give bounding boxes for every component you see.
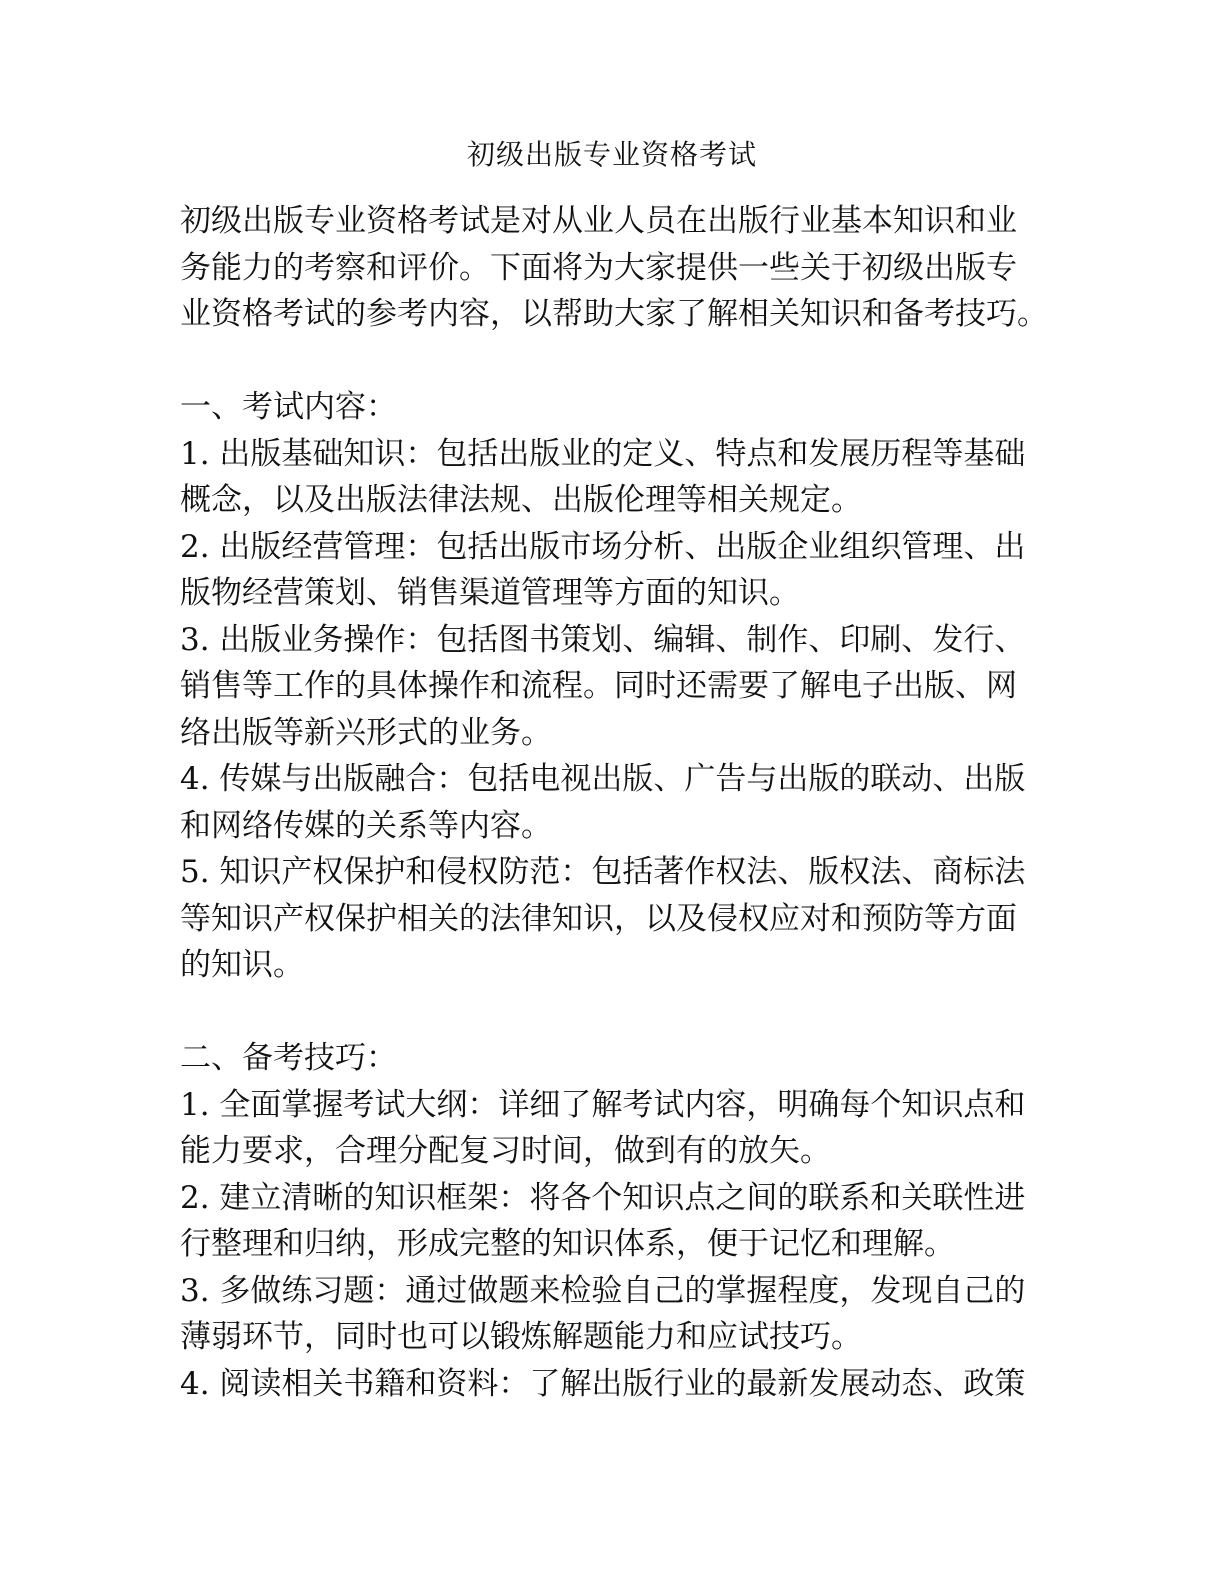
blank-line [180, 989, 1048, 1036]
exam-item-5-line-2: 等知识产权保护相关的法律知识，以及侵权应对和预防等方面 [180, 900, 1017, 937]
tip-item-2-line-1: 2. 建立清晰的知识框架：将各个知识点之间的联系和关联性进 [180, 1179, 1026, 1216]
section-heading-study-tips: 二、备考技巧： [180, 1040, 397, 1076]
tip-item-1-line-2: 能力要求，合理分配复习时间，做到有的放矢。 [180, 1133, 831, 1169]
tip-item-3-line-1: 3. 多做练习题：通过做题来检验自己的掌握程度，发现自己的 [180, 1272, 1026, 1309]
exam-item-5-line-3: 的知识。 [180, 947, 304, 983]
tip-item-3-line-2: 薄弱环节，同时也可以锻炼解题能力和应试技巧。 [180, 1319, 862, 1355]
tip-item-1-line-1: 1. 全面掌握考试大纲：详细了解考试内容，明确每个知识点和 [180, 1086, 1026, 1123]
exam-item-1-line-1: 1. 出版基础知识：包括出版业的定义、特点和发展历程等基础 [180, 435, 1026, 472]
exam-item-3-line-1: 3. 出版业务操作：包括图书策划、编辑、制作、印刷、发行、 [180, 621, 1026, 658]
exam-item-4-line-1: 4. 传媒与出版融合：包括电视出版、广告与出版的联动、出版 [180, 761, 1026, 797]
exam-item-2-line-2: 版物经营策划、销售渠道管理等方面的知识。 [180, 575, 800, 611]
exam-item-3-line-2: 销售等工作的具体操作和流程。同时还需要了解电子出版、网 [180, 668, 1017, 704]
intro-line-2: 务能力的考察和评价。下面将为大家提供一些关于初级出版专 [180, 249, 1017, 286]
exam-item-5-line-1: 5. 知识产权保护和侵权防范：包括著作权法、版权法、商标法 [180, 854, 1026, 890]
tip-item-4-line-1: 4. 阅读相关书籍和资料：了解出版行业的最新发展动态、政策 [180, 1365, 1026, 1402]
blank-line [180, 338, 1048, 385]
intro-line-3: 业资格考试的参考内容，以帮助大家了解相关知识和备考技巧。 [180, 296, 1048, 332]
tip-item-2-line-2: 行整理和归纳，形成完整的知识体系，便于记忆和理解。 [180, 1226, 955, 1262]
intro-line-1: 初级出版专业资格考试是对从业人员在出版行业基本知识和业 [180, 203, 1017, 239]
document-body [180, 198, 1048, 1407]
section-heading-exam-content: 一、考试内容： [180, 389, 397, 425]
exam-item-3-line-3: 络出版等新兴形式的业务。 [180, 714, 552, 751]
exam-item-1-line-2: 概念，以及出版法律法规、出版伦理等相关规定。 [180, 482, 862, 518]
exam-item-4-line-2: 和网络传媒的关系等内容。 [180, 807, 552, 844]
document-title: 初级出版专业资格考试 [466, 138, 757, 171]
exam-item-2-line-1: 2. 出版经营管理：包括出版市场分析、出版企业组织管理、出 [180, 528, 1026, 565]
